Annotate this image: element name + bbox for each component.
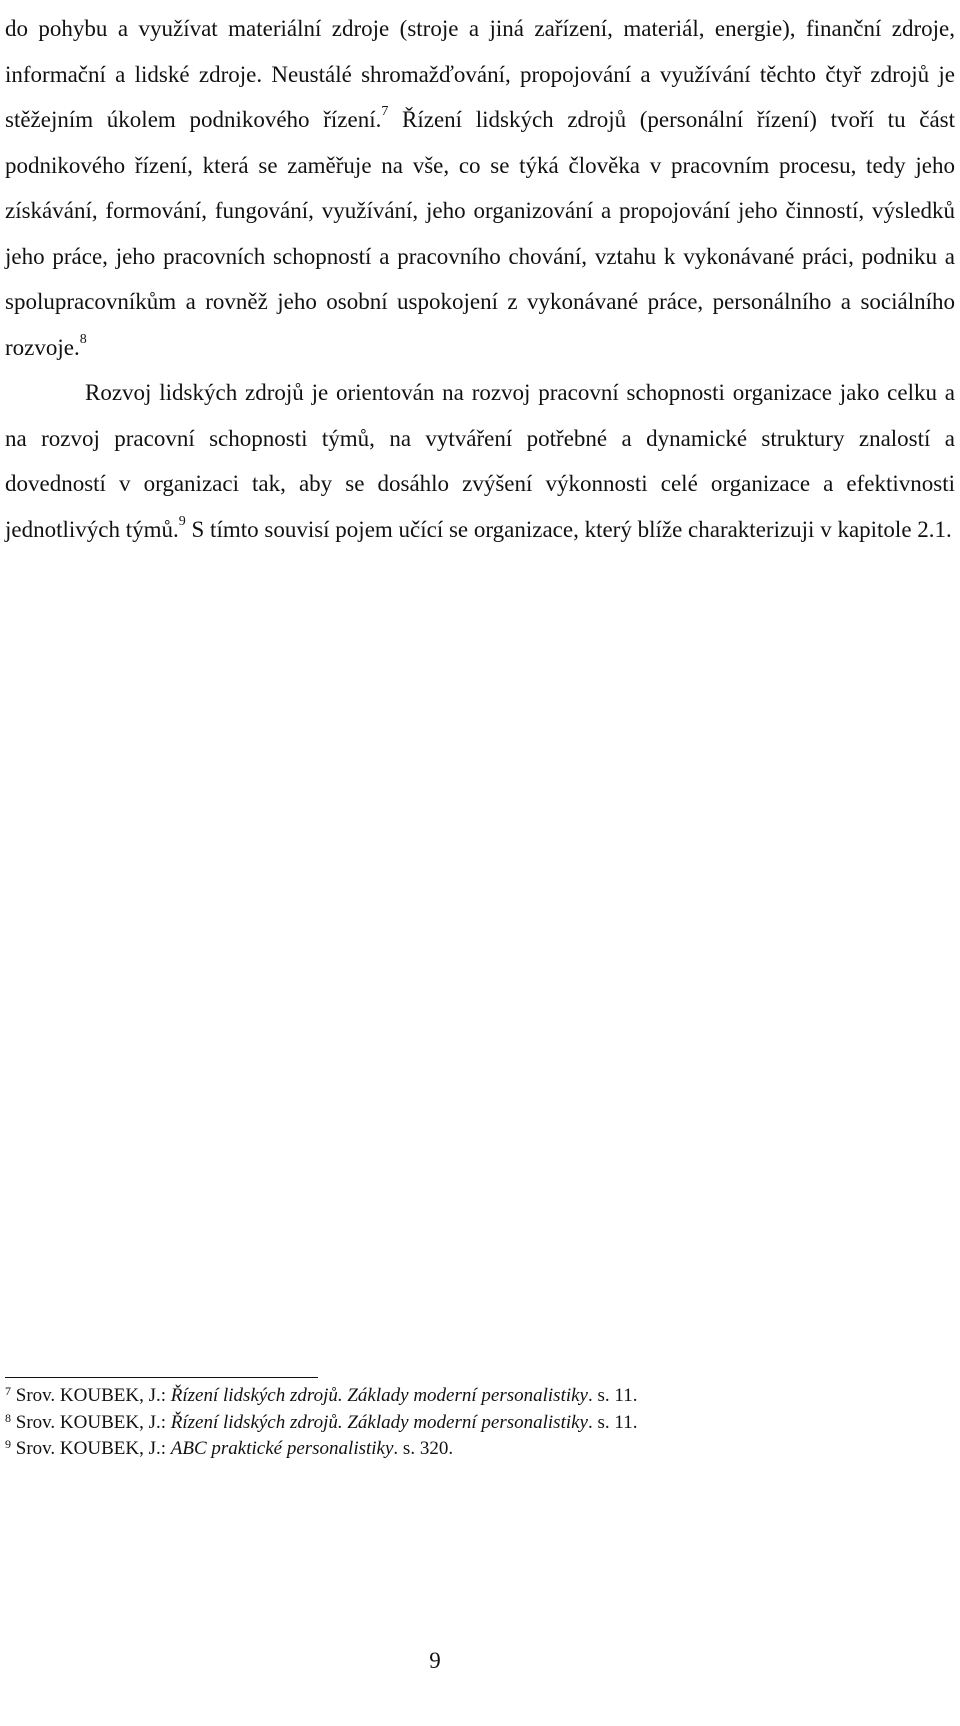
- footnote-prefix: Srov. KOUBEK, J.:: [11, 1411, 171, 1433]
- footnote-title: ABC praktické personalistiky: [170, 1438, 394, 1459]
- page-number: 9: [429, 1648, 441, 1673]
- footnote-suffix: . s. 320.: [393, 1438, 454, 1459]
- footnote-prefix: Srov. KOUBEK, J.:: [11, 1385, 171, 1406]
- paragraph-1-text-b: Řízení lidských zdrojů (personální řízení) tvoří tu část podnikového řízení, která se zaměřuje na vše, co se týká člověka v pracovním procesu, tedy jeho získávání, formování, fungování, využívání, jeho organizování a propojování jeho činností, výsledků jeho práce, jeho pracovních schopností a pracovního chování, vztahu k vykonávané práci, podniku a spolupracovníkům a rovněž jeho osobní uspokojení z vykonávané práce, personálního a sociálního rozvoje.: [5, 107, 955, 360]
- footnote-separator: [5, 1377, 318, 1378]
- footnote-suffix: . s. 11.: [588, 1385, 638, 1406]
- paragraph-1-text-a: do pohybu a využívat materiální zdroje (stroje a jiná zařízení, materiál, energie), finanční zdroje, informační a lidské zdroje. Neustálé shromažďování, propojování a využívání těchto čtyř zdrojů je stěžejním úkolem podnikového řízení.: [5, 16, 955, 132]
- footnote-8: [5, 1410, 955, 1437]
- footnote-title: Řízení lidských zdrojů. Základy moderní personalistiky: [170, 1411, 588, 1433]
- footnote-number: 9: [5, 1437, 11, 1451]
- footnote-number: 8: [5, 1410, 11, 1425]
- footnote-suffix: . s. 11.: [588, 1411, 638, 1433]
- paragraph-2-text-a: Rozvoj lidských zdrojů je orientován na rozvoj pracovní schopnosti organizace jako celku a na rozvoj pracovní schopnosti týmů, na vytváření potřebné a dynamické struktury znalostí a dovedností v organizaci tak, aby se dosáhlo zvýšení výkonnosti celé organizace a efektivnosti jednotlivých týmů.: [5, 380, 955, 542]
- footnote-title: Řízení lidských zdrojů. Základy moderní personalistiky: [170, 1385, 588, 1406]
- footnote-ref-8[interactable]: 8: [79, 331, 87, 347]
- paragraph-1: [5, 6, 955, 370]
- footnote-7: [5, 1383, 955, 1410]
- footnote-ref-9[interactable]: 9: [178, 513, 186, 529]
- body-text: [5, 6, 955, 552]
- paragraph-2: [5, 370, 955, 552]
- footnotes: [5, 1383, 955, 1463]
- footnote-prefix: Srov. KOUBEK, J.:: [11, 1438, 171, 1459]
- footnote-number: 7: [5, 1384, 11, 1398]
- footnote-9: [5, 1436, 955, 1463]
- footnote-ref-7[interactable]: 7: [381, 104, 389, 119]
- paragraph-2-text-b: S tímto souvisí pojem učící se organizace, který blíže charakterizuji v kapitole 2.1.: [185, 516, 952, 542]
